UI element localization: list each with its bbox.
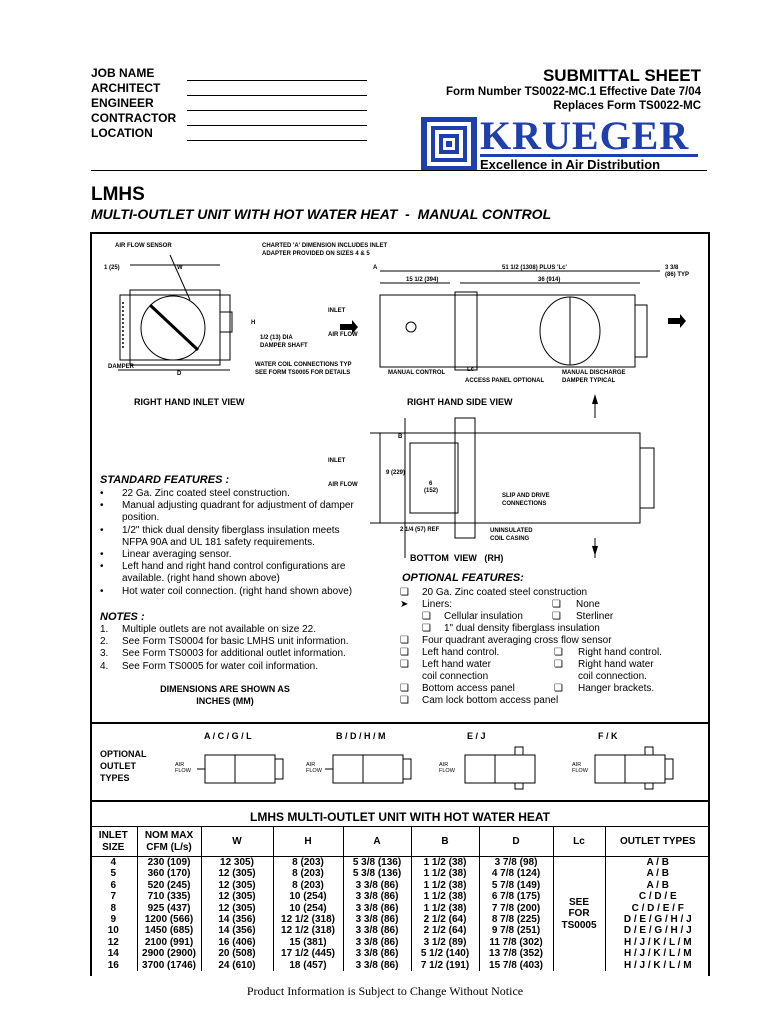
label-one-25: 1 (25)	[104, 265, 120, 271]
table-cell: 2100 (991)	[137, 937, 201, 948]
table-cell: 360 (170)	[137, 868, 201, 879]
model-title: LMHS	[91, 184, 145, 205]
label-dim-15: 15 1/2 (394)	[406, 277, 439, 283]
table-row	[90, 960, 710, 971]
label-dim-152: (152)	[424, 488, 439, 494]
table-cell: 1 1/2 (38)	[411, 880, 479, 891]
table-cell: 3 3/8 (86)	[343, 925, 411, 936]
table-cell: 14 (356)	[201, 914, 273, 925]
label-dim-36: 36 (914)	[538, 277, 561, 283]
table-cell: 1200 (566)	[137, 914, 201, 925]
table-cell: 11 7/8 (302)	[479, 937, 553, 948]
blank-line	[187, 66, 367, 81]
feature-item: • Left hand and right hand control configurations are available. (right hand shown above)	[100, 561, 346, 585]
table-cell: 925 (437)	[137, 903, 201, 914]
notes-title: NOTES :	[100, 611, 145, 623]
label-uninsulated: UNINSULATED	[490, 528, 533, 534]
table-cell: C / D / E	[638, 891, 677, 903]
krueger-logo	[420, 113, 702, 172]
label-dim-6: 6	[429, 481, 433, 487]
outlet-group-fk: F / K	[598, 731, 618, 741]
blank-line	[187, 96, 367, 111]
model-subtitle: MULTI-OUTLET UNIT WITH HOT WATER HEAT - MANUAL CONTROL	[91, 206, 552, 222]
table-row	[90, 914, 710, 925]
table-row	[90, 903, 710, 914]
table-cell: 16	[90, 960, 137, 971]
label-air-flow-sensor: AIR FLOW SENSOR	[115, 243, 172, 249]
table-cell: 1 1/2 (38)	[411, 903, 479, 914]
note-item: 4. See Form TS0005 for water coil information.	[100, 660, 319, 672]
table-cell: 14	[90, 948, 137, 959]
table-cell: 2 1/2 (64)	[411, 914, 479, 925]
submittal-title: SUBMITTAL SHEET	[542, 66, 701, 85]
table-cell: 710 (335)	[137, 891, 201, 902]
table-cell: 7 1/2 (191)	[411, 960, 479, 971]
table-cell: 7 7/8 (200)	[479, 903, 553, 914]
table-cell: 5 1/2 (140)	[411, 948, 479, 959]
table-cell: H / J / K / L / M	[623, 959, 692, 971]
label-w: W	[177, 265, 183, 271]
table-cell: 10 (254)	[273, 891, 343, 902]
table-cell: 520 (245)	[137, 880, 201, 891]
table-cell: 3 3/8 (86)	[343, 880, 411, 891]
label-dim-2-14: 2 1/4 (57) REF	[400, 527, 440, 533]
note-item: 1. Multiple outlets are not available on size 22.	[100, 624, 317, 635]
table-cell: 12 (305)	[201, 903, 273, 914]
brand-name: KRUEGER	[480, 113, 690, 158]
table-cell: 2 1/2 (64)	[411, 925, 479, 936]
brand-tagline: Excellence in Air Distribution	[480, 154, 698, 172]
table-cell: 10 (254)	[273, 903, 343, 914]
label-a: A	[373, 265, 378, 271]
table-cell: 4	[90, 857, 137, 869]
table-cell: 14 (356)	[201, 925, 273, 936]
blank-line	[187, 111, 367, 126]
feature-item: • 1/2" thick dual density fiberglass insulation meets NFPA 90A and UL 181 safety requirements.	[100, 524, 340, 548]
air-flow-label: AIR FLOW	[175, 762, 191, 774]
label-charted-a: CHARTED 'A' DIMENSION INCLUDES INLET	[262, 243, 388, 249]
table-row	[90, 948, 710, 959]
table-cell: 15 7/8 (403)	[479, 960, 553, 971]
table-cell: H / J / K / L / M	[623, 936, 692, 948]
table-cell: 18 (457)	[273, 960, 343, 971]
field-engineer: ENGINEER	[91, 96, 154, 110]
header-d: D	[479, 827, 553, 857]
table-cell: D / E / G / H / J	[623, 914, 692, 926]
table-cell: 20 (508)	[201, 948, 273, 959]
rh-side-view-title: RIGHT HAND SIDE VIEW	[407, 397, 513, 407]
table-cell: 1 1/2 (38)	[411, 891, 479, 902]
footer-notice: Product Information is Subject to Change Without Notice	[246, 984, 524, 998]
header-rule	[91, 170, 707, 171]
table-cell: 24 (610)	[201, 960, 273, 971]
feature-item: • Manual adjusting quadrant for adjustment of damper position.	[100, 500, 354, 524]
table-cell: 3 3/8 (86)	[343, 903, 411, 914]
table-row	[90, 925, 710, 936]
header-b: B	[411, 827, 479, 857]
table-cell: 7	[90, 891, 137, 902]
air-flow-label: AIR FLOW	[572, 762, 588, 774]
table-cell: 3 3/8 (86)	[343, 960, 411, 971]
table-cell: 3 3/8 (86)	[343, 948, 411, 959]
table-cell: 8	[90, 903, 137, 914]
label-damper: DAMPER	[108, 364, 135, 370]
label-dim-86: (86) TYP	[665, 272, 690, 278]
standard-features-list	[100, 488, 360, 598]
header-cfm: NOM MAX CFM (L/s)	[137, 827, 201, 857]
table-cell: 3 1/2 (89)	[411, 937, 479, 948]
optional-features-list: ❏ 20 Ga. Zinc coated steel construction ➤ Liners: ❏ None ❏ Cellular insulation ❏ Sterliner ❏ 1" dual density fiberglass insulation ❏ Four quadrant averaging cross flow sensor ❏ Left hand control. ❏ Right hand control. ❏ Left hand water ❏ Right hand water coil connection coil connection. ❏ Bottom access panel ❏ Hanger brackets. ❏ Cam lock bottom access panel	[400, 587, 662, 706]
label-coil-casing: COIL CASING	[490, 536, 530, 542]
label-access-panel: ACCESS PANEL OPTIONAL	[465, 378, 545, 384]
table-cell: 12	[90, 937, 137, 948]
label-dim-51: 51 1/2 (1308) PLUS 'Lc'	[502, 265, 567, 271]
table-row	[90, 891, 710, 902]
feature-item: • Hot water coil connection. (right hand shown above)	[100, 585, 353, 597]
table-cell: 5 7/8 (149)	[479, 880, 553, 891]
header-lc: Lc	[553, 827, 605, 857]
inlet-view-drawing	[100, 240, 370, 410]
table-cell: 9 7/8 (251)	[479, 925, 553, 936]
header-a: A	[343, 827, 411, 857]
note-item: 2. See Form TS0004 for basic LMHS unit information.	[100, 636, 349, 648]
table-cell: 1 1/2 (38)	[411, 868, 479, 879]
table-cell: 5 3/8 (136)	[343, 857, 411, 869]
label-inlet: INLET	[328, 308, 346, 314]
table-cell: 1 1/2 (38)	[411, 857, 479, 869]
label-see-form: SEE FORM TS0005 FOR DETAILS	[255, 370, 351, 376]
table-row	[90, 937, 710, 948]
table-cell: 12 (305)	[201, 868, 273, 879]
field-architect: ARCHITECT	[91, 81, 161, 95]
blank-line	[187, 126, 367, 141]
label-d: D	[177, 371, 182, 377]
label-damper-typical: DAMPER TYPICAL	[562, 378, 616, 384]
table-cell: 10	[90, 925, 137, 936]
label-dim-9: 9 (229)	[386, 470, 406, 476]
table-cell: 3 3/8 (86)	[343, 937, 411, 948]
logo-mark-icon	[420, 116, 482, 172]
table-cell: 4 7/8 (124)	[479, 868, 553, 879]
label-h: H	[251, 320, 256, 326]
header-blank-lines	[187, 66, 367, 141]
label-water-coil: WATER COIL CONNECTIONS TYP	[255, 362, 352, 368]
outlet-group-bdhm: B / D / H / M	[336, 731, 386, 741]
outlet-types-label: OPTIONAL OUTLET TYPES	[100, 749, 147, 783]
table-cell: A / B	[646, 857, 669, 868]
rh-inlet-view-title: RIGHT HAND INLET VIEW	[134, 397, 245, 407]
table-row	[90, 857, 710, 869]
table-cell: 5 3/8 (136)	[343, 868, 411, 879]
standard-features-title: STANDARD FEATURES :	[100, 474, 230, 486]
table-cell: 8 (203)	[273, 868, 343, 879]
form-number: Form Number TS0022-MC.1 Effective Date 7/04	[445, 86, 701, 98]
table-cell: D / E / G / H / J	[623, 925, 692, 937]
table-cell: A / B	[646, 868, 669, 880]
air-flow-label: AIR FLOW	[439, 762, 455, 774]
table-cell: 17 1/2 (445)	[273, 948, 343, 959]
table-cell: 12 (305)	[201, 880, 273, 891]
table-cell: 12 1/2 (318)	[273, 925, 343, 936]
dims-table	[90, 826, 710, 971]
table-cell: 12 1/2 (318)	[273, 914, 343, 925]
table-cell: 230 (109)	[137, 857, 201, 869]
label-adapter: ADAPTER PROVIDED ON SIZES 4 & 5	[262, 251, 370, 257]
table-cell: 15 (381)	[273, 937, 343, 948]
dimensions-note: DIMENSIONS ARE SHOWN AS INCHES (MM)	[160, 684, 290, 706]
dimension-table	[90, 826, 710, 971]
table-cell: 3 3/8 (86)	[343, 891, 411, 902]
air-flow-label: AIR FLOW	[306, 762, 322, 774]
label-air-flow: AIR FLOW	[328, 332, 358, 338]
blank-line	[187, 81, 367, 96]
label-dim-3-8: 3 3/8	[665, 265, 679, 271]
table-cell: 9	[90, 914, 137, 925]
table-cell: 12 (305)	[201, 891, 273, 902]
lc-see-note: SEE FOR TS0005	[553, 857, 605, 972]
table-cell: 3700 (1746)	[137, 960, 201, 971]
table-cell: H / J / K / L / M	[623, 948, 692, 960]
label-manual-discharge: MANUAL DISCHARGE	[562, 370, 626, 376]
label-damper-shaft: DAMPER SHAFT	[260, 343, 308, 349]
table-cell: 3 7/8 (98)	[479, 857, 553, 869]
table-cell: 13 7/8 (352)	[479, 948, 553, 959]
table-cell: 1450 (685)	[137, 925, 201, 936]
field-location: LOCATION	[91, 126, 153, 140]
field-job-name: JOB NAME	[91, 66, 155, 80]
header-inlet-size: INLET SIZE	[90, 827, 137, 857]
table-cell: C / D / E / F	[631, 902, 684, 914]
table-cell: 8 (203)	[273, 880, 343, 891]
label-b: B	[398, 434, 403, 440]
label-dia: 1/2 (13) DIA	[260, 335, 293, 341]
table-cell: 16 (406)	[201, 937, 273, 948]
header-fields	[91, 66, 176, 141]
replaces-form: Replaces Form TS0022-MC	[553, 100, 701, 112]
label-air-flow-bottom: AIR FLOW	[328, 482, 358, 488]
table-title: LMHS MULTI-OUTLET UNIT WITH HOT WATER HEAT	[250, 810, 550, 824]
table-cell: 3 3/8 (86)	[343, 914, 411, 925]
header-h: H	[273, 827, 343, 857]
table-cell: 8 7/8 (225)	[479, 914, 553, 925]
feature-item: • Linear averaging sensor.	[100, 549, 232, 561]
table-cell: 5	[90, 868, 137, 879]
table-cell: A / B	[646, 879, 669, 891]
table-cell: 2900 (2900)	[137, 948, 201, 959]
label-manual-control: MANUAL CONTROL	[388, 370, 446, 376]
table-cell: 6 7/8 (175)	[479, 891, 553, 902]
label-slip-drive: SLIP AND DRIVE	[502, 493, 550, 499]
table-row	[90, 868, 710, 879]
table-row	[90, 880, 710, 891]
header-w: W	[201, 827, 273, 857]
table-cell: 12 305)	[201, 857, 273, 869]
side-view-drawing	[340, 255, 700, 385]
note-item: 3. See Form TS0003 for additional outlet information.	[100, 648, 346, 660]
header-outlet-types: OUTLET TYPES	[605, 827, 710, 857]
label-lc: Lc	[467, 367, 475, 373]
outlet-group-acgl: A / C / G / L	[204, 731, 252, 741]
notes-list	[100, 624, 360, 673]
outlet-group-ej: E / J	[467, 731, 486, 741]
table-cell: 8 (203)	[273, 857, 343, 869]
optional-features-title: OPTIONAL FEATURES:	[402, 572, 524, 584]
bottom-view-title: BOTTOM VIEW (RH)	[410, 553, 504, 563]
field-contractor: CONTRACTOR	[91, 111, 177, 125]
label-connections: CONNECTIONS	[502, 501, 547, 507]
label-inlet-bottom: INLET	[328, 458, 346, 464]
table-cell: 6	[90, 880, 137, 891]
feature-item: • 22 Ga. Zinc coated steel construction.	[100, 488, 290, 499]
